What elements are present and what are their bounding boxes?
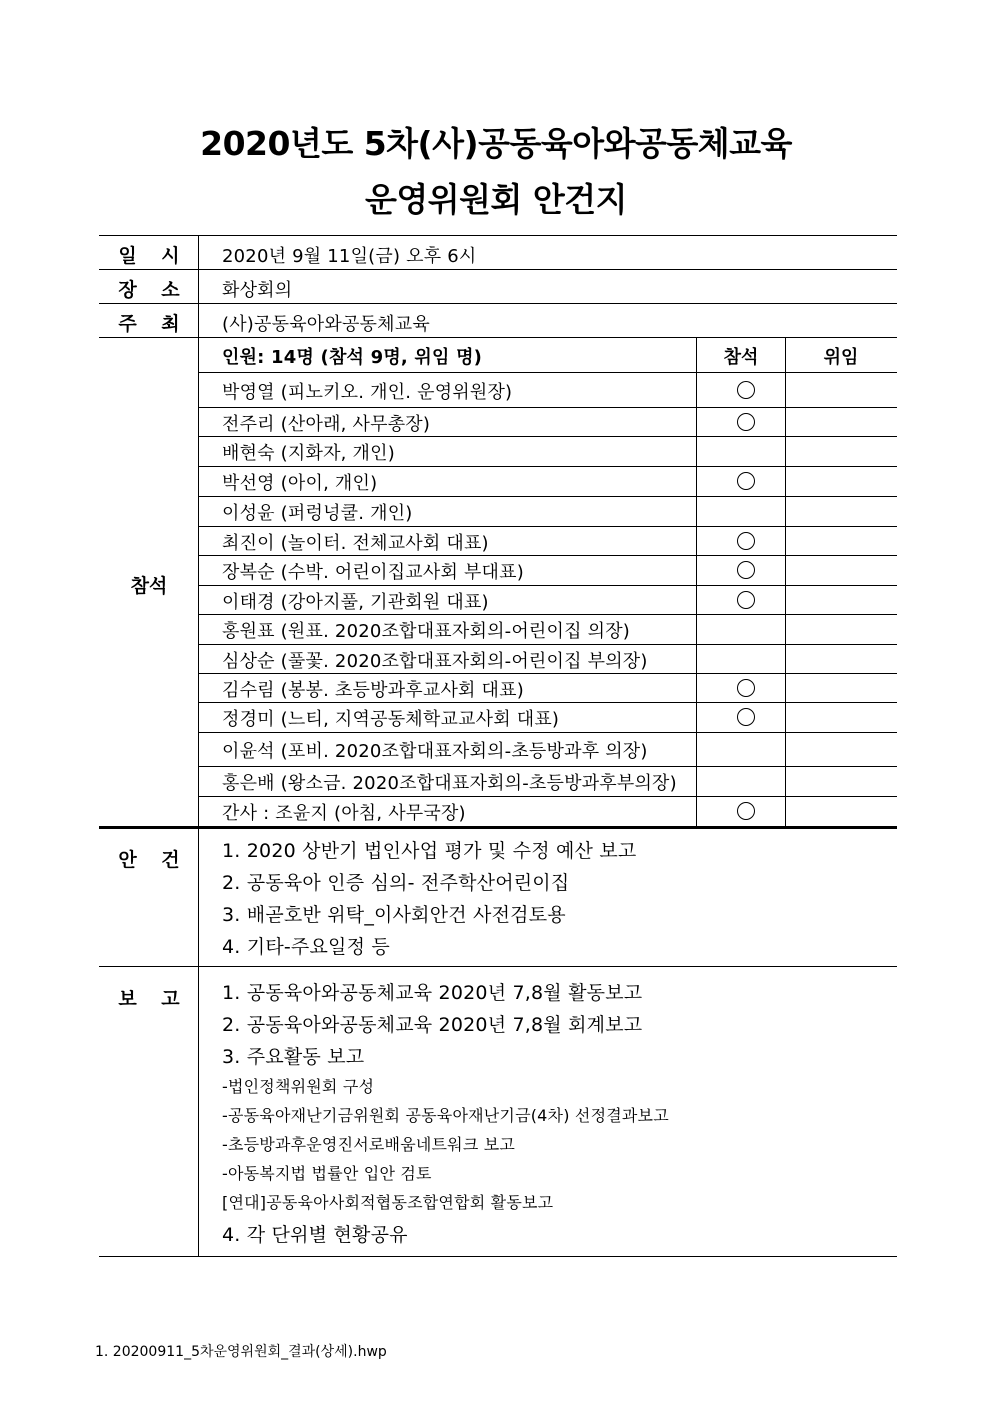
attend-column-header: 참석 <box>723 347 759 368</box>
attendee-name: 배현숙 (지화자, 개인) <box>222 443 395 464</box>
row-divider <box>99 337 897 338</box>
row-divider <box>99 269 897 270</box>
row-divider <box>99 966 897 967</box>
attendee-name: 정경미 (느티, 지역공동체학교교사회 대표) <box>222 709 560 730</box>
host-value: (사)공동육아와공동체교육 <box>222 314 430 335</box>
row-divider <box>198 407 897 408</box>
attendance-label: 참석 <box>130 575 168 597</box>
attend-mark-circle <box>737 591 755 609</box>
document-title-line1: 2020년도 5차(사)공동육아와공동체교육 <box>200 124 792 163</box>
agenda-item: 4. 기타-주요일정 등 <box>222 936 390 958</box>
attend-mark-circle <box>737 708 755 726</box>
attendance-summary: 인원: 14명 (참석 9명, 위임 명) <box>222 347 483 368</box>
agenda-label: 안 건 <box>118 849 189 871</box>
report-item: [연대]공동육아사회적협동조합연합회 활동보고 <box>222 1193 554 1212</box>
attend-mark-circle <box>737 472 755 490</box>
attendee-name: 장복순 (수박. 어린이집교사회 부대표) <box>222 562 524 583</box>
attendee-name: 이윤석 (포비. 2020조합대표자회의-초등방과후 의장) <box>222 741 648 762</box>
attendee-name: 홍은배 (왕소금. 2020조합대표자회의-초등방과후부의장) <box>222 773 677 794</box>
proxy-column-header: 위임 <box>823 347 859 368</box>
attend-mark-circle <box>737 561 755 579</box>
host-label: 주 최 <box>118 313 189 335</box>
row-divider <box>198 526 897 527</box>
attend-mark-circle <box>737 532 755 550</box>
report-item: 4. 각 단위별 현황공유 <box>222 1224 408 1246</box>
attendee-name: 최진이 (놀이터. 전체교사회 대표) <box>222 532 489 554</box>
attend-column-divider <box>696 337 697 826</box>
attendee-name: 심상순 (풀꽃. 2020조합대표자회의-어린이집 부의장) <box>222 650 648 672</box>
agenda-item: 1. 2020 상반기 법인사업 평가 및 수정 예산 보고 <box>222 840 637 862</box>
attendee-name: 간사 : 조윤지 (아침, 사무국장) <box>222 803 466 824</box>
attend-mark-circle <box>737 381 755 399</box>
report-item: -아동복지법 법률안 입안 검토 <box>222 1164 432 1183</box>
row-divider <box>198 466 897 467</box>
row-divider <box>198 585 897 586</box>
report-item: -법인정책위원회 구성 <box>222 1077 375 1096</box>
row-divider <box>198 673 897 674</box>
attend-mark-circle <box>737 802 755 820</box>
row-divider <box>198 702 897 703</box>
row-divider <box>198 766 897 767</box>
report-item: -초등방과후운영진서로배움네트워크 보고 <box>222 1135 516 1154</box>
row-divider <box>198 555 897 556</box>
date-value: 2020년 9월 11일(금) 오후 6시 <box>222 246 477 267</box>
table-bottom-border <box>99 1256 897 1257</box>
attend-mark-circle <box>737 679 755 697</box>
row-divider <box>198 614 897 615</box>
attendee-name: 박선영 (아이, 개인) <box>222 473 378 494</box>
report-item: -공동육아재난기금위원회 공동육아재난기금(4차) 선정결과보고 <box>222 1106 669 1125</box>
report-item: 3. 주요활동 보고 <box>222 1046 365 1068</box>
attendee-name: 이성윤 (퍼렁넝쿨. 개인) <box>222 503 413 524</box>
row-divider <box>198 436 897 437</box>
place-value: 화상회의 <box>222 280 293 301</box>
label-column-divider <box>198 235 199 1257</box>
report-item: 2. 공동육아와공동체교육 2020년 7,8월 회계보고 <box>222 1014 643 1036</box>
row-divider <box>198 496 897 497</box>
attend-mark-circle <box>737 413 755 431</box>
attendance-bottom-border <box>99 826 897 829</box>
attendee-name: 홍원표 (원표. 2020조합대표자회의-어린이집 의장) <box>222 621 631 642</box>
file-footer: 1. 20200911_5차운영위원회_결과(상세).hwp <box>95 1344 387 1360</box>
agenda-item: 3. 배곧호반 위탁_이사회안건 사전검토용 <box>222 904 566 926</box>
table-top-border <box>99 235 897 236</box>
attendee-name: 김수림 (봉봉. 초등방과후교사회 대표) <box>222 679 524 701</box>
attendee-name: 전주리 (산아래, 사무총장) <box>222 413 431 435</box>
row-divider <box>198 732 897 733</box>
row-divider <box>198 372 897 373</box>
report-item: 1. 공동육아와공동체교육 2020년 7,8월 활동보고 <box>222 982 643 1004</box>
agenda-item: 2. 공동육아 인증 심의- 전주학산어린이집 <box>222 872 570 894</box>
report-label: 보 고 <box>118 988 189 1010</box>
attendee-name: 박영열 (피노키오. 개인. 운영위원장) <box>222 381 513 403</box>
attendee-name: 이태경 (강아지풀, 기관회원 대표) <box>222 591 489 613</box>
date-label: 일 시 <box>118 245 189 267</box>
row-divider <box>99 303 897 304</box>
place-label: 장 소 <box>118 279 189 301</box>
proxy-column-divider <box>785 337 786 826</box>
document-title-line2: 운영위원회 안건지 <box>364 180 627 219</box>
row-divider <box>198 796 897 797</box>
row-divider <box>198 644 897 645</box>
